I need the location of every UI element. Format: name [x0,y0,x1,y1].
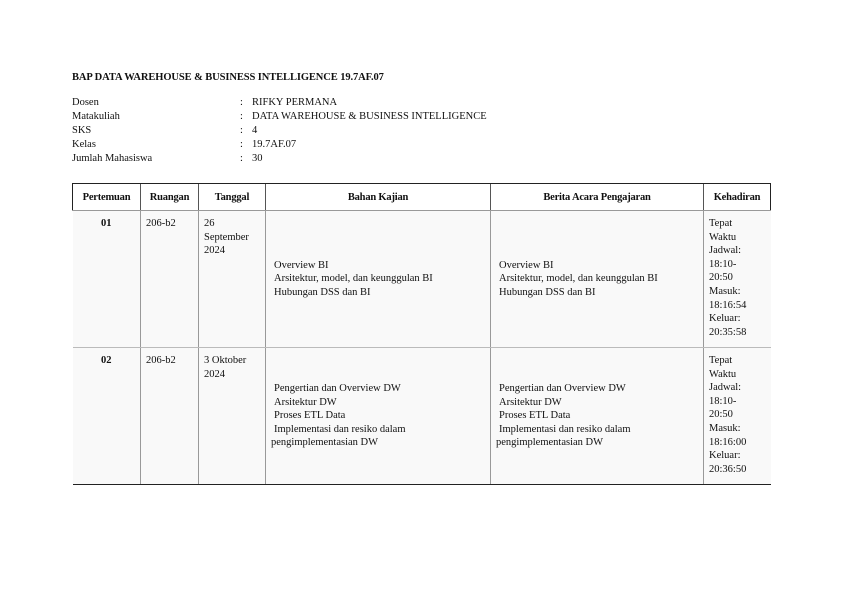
list-item: Arsitektur, model, dan keunggulan BI [499,273,658,285]
date-line: 3 Oktober [204,355,247,366]
meta-label: Matakuliah [72,111,120,122]
list-item: Arsitektur, model, dan keunggulan BI [274,273,433,285]
list-item: Hubungan DSS dan BI [274,286,371,298]
attendance-line: Jadwal: [709,245,742,257]
list-item: Arsitektur DW [274,396,337,408]
meta-value: 30 [252,153,263,164]
attendance-line: Tepat [709,355,733,366]
attendance-line: Waktu [709,231,737,243]
list-item: Pengertian dan Overview DW [274,383,401,395]
cell-bahan-kajian [266,348,491,485]
cell-ruangan: 206-b2 [141,211,199,348]
list-item: Arsitektur DW [499,396,562,408]
date-line: 26 [204,218,215,229]
table-row [73,211,771,348]
list-item: pengimplementasian DW [496,437,604,449]
list-item: Proses ETL Data [499,410,571,422]
list-item: Pengertian dan Overview DW [499,383,626,395]
attendance-line: 20:50 [709,409,733,421]
meta-label: Kelas [72,139,96,150]
bap-table [72,183,771,485]
cell-pertemuan: 02 [73,348,141,485]
list-item: Proses ETL Data [274,410,346,422]
attendance-line: 18:10- [709,395,737,407]
table-row [73,348,771,485]
cell-berita-acara [491,348,704,485]
cell-tanggal [199,211,266,348]
header-bahan-kajian: Bahan Kajian [266,184,491,211]
header-kehadiran: Kehadiran [704,184,771,211]
header-pertemuan: Pertemuan [73,184,141,211]
cell-tanggal [199,348,266,485]
cell-bahan-kajian [266,211,491,348]
meta-value: 19.7AF.07 [252,139,297,150]
attendance-line: Keluar: [709,313,741,325]
attendance-line: Masuk: [709,422,741,434]
attendance-line: Masuk: [709,285,741,297]
meta-value: 4 [252,125,258,136]
meta-value: DATA WAREHOUSE & BUSINESS INTELLIGENCE [252,111,487,122]
cell-kehadiran [704,348,771,485]
list-item: pengimplementasian DW [271,437,379,449]
meta-colon: : [240,139,243,150]
list-item: Implementasi dan resiko dalam [499,423,631,435]
list-item: Overview BI [499,259,554,271]
attendance-line: 20:36:50 [709,463,747,475]
cell-pertemuan: 01 [73,211,141,348]
attendance-line: 20:35:58 [709,326,747,338]
meta-colon: : [240,111,243,122]
list-item: Implementasi dan resiko dalam [274,423,406,435]
header-ruangan: Ruangan [141,184,199,211]
date-line: September [204,231,249,243]
date-line: 2024 [204,368,225,380]
meta-colon: : [240,125,243,136]
attendance-line: 20:50 [709,272,733,284]
attendance-line: 18:10- [709,258,737,270]
meta-label: SKS [72,125,92,136]
attendance-line: Tepat [709,218,733,229]
meta-colon: : [240,97,243,108]
meta-label: Jumlah Mahasiswa [72,153,153,164]
document-title: BAP DATA WAREHOUSE & BUSINESS INTELLIGENCE 19.7AF.07 [72,72,384,83]
header-berita-acara: Berita Acara Pengajaran [491,184,704,211]
attendance-line: Keluar: [709,450,741,462]
attendance-line: 18:16:00 [709,436,747,448]
meta-label: Dosen [72,97,99,108]
attendance-line: Jadwal: [709,382,742,394]
cell-kehadiran [704,211,771,348]
cell-berita-acara [491,211,704,348]
meta-value: RIFKY PERMANA [252,97,338,108]
table-header-row [73,184,771,211]
list-item: Overview BI [274,259,329,271]
date-line: 2024 [204,245,225,257]
meta-colon: : [240,153,243,164]
list-item: Hubungan DSS dan BI [499,286,596,298]
attendance-line: 18:16:54 [709,299,747,311]
cell-ruangan: 206-b2 [141,348,199,485]
attendance-line: Waktu [709,368,737,380]
header-tanggal: Tanggal [199,184,266,211]
